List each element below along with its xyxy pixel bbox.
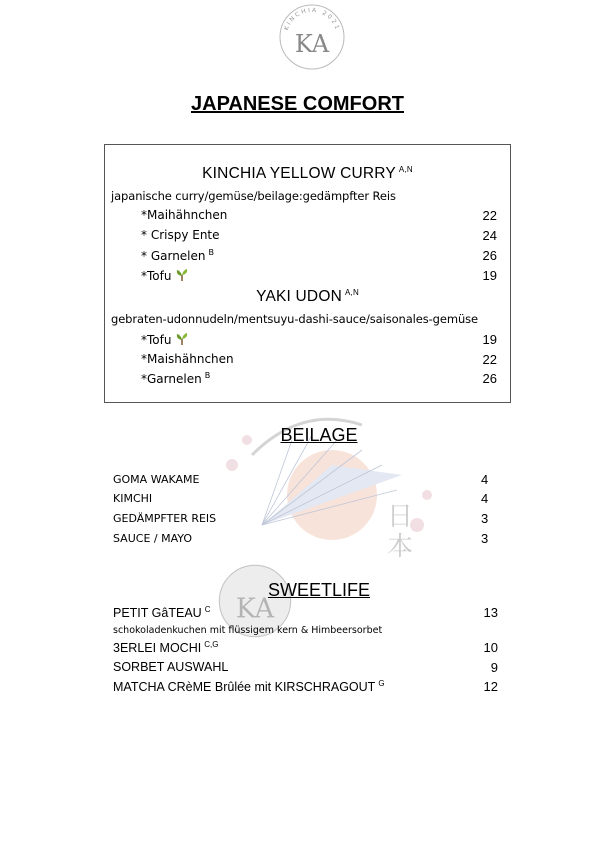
item-label: 3ERLEI MOCHI [113, 641, 202, 656]
item-label: * Garnelen [141, 249, 206, 263]
item-allergen: B [208, 248, 214, 257]
side-item [113, 532, 493, 547]
item-price: 24 [482, 228, 497, 243]
curry-description: japanische curry/gemüse/beilage:gedämpfter Reis [111, 189, 396, 203]
item-price: 12 [483, 679, 498, 694]
item-price: 22 [482, 352, 497, 367]
item-label: GEDÄMPFTER REIS [113, 512, 217, 525]
svg-text:KINCHIA 2021 [283, 7, 341, 32]
side-item [113, 512, 493, 527]
item-label: *Maihähnchen [141, 208, 228, 222]
item-price: 3 [481, 531, 489, 546]
udon-allergens: A,N [344, 288, 359, 297]
curry-title: KINCHIA YELLOW CURRY [202, 165, 396, 183]
item-price: 26 [482, 248, 497, 263]
item-label: SAUCE / MAYO [113, 532, 193, 545]
dessert-description: schokoladenkuchen mit flüssigem kern & Himbeersorbet [113, 625, 383, 636]
side-item [113, 492, 493, 507]
item-allergen: B [204, 371, 211, 380]
item-label: MATCHA CRèME Brûlée mit KIRSCHRAGOUT [113, 680, 376, 695]
item-price: 9 [490, 660, 498, 675]
item-label: PETIT GâTEAU [113, 606, 202, 621]
item-label: GOMA WAKAME [113, 473, 200, 486]
vegan-leaf-icon [175, 268, 189, 282]
menu-item [141, 371, 497, 387]
menu-item [141, 228, 497, 244]
item-allergen: C [204, 605, 211, 614]
udon-heading [104, 288, 511, 306]
sweetlife-heading: SWEETLIFE [267, 580, 370, 600]
dessert-item [113, 605, 498, 621]
item-price: 4 [481, 491, 489, 506]
dessert-item [113, 640, 498, 656]
item-label: *Tofu [141, 269, 172, 283]
svg-text:本: 本 [387, 532, 414, 562]
dessert-item [113, 660, 498, 676]
dessert-item [113, 679, 498, 695]
item-price: 4 [481, 472, 489, 487]
item-price: 10 [483, 640, 498, 655]
item-label: *Tofu [141, 333, 172, 347]
item-price: 13 [483, 605, 498, 620]
menu-item [141, 332, 497, 348]
udon-description: gebraten-udonnudeln/mentsuyu-dashi-sauce/saisonales-gemüse [111, 312, 479, 326]
item-label: KIMCHI [113, 492, 153, 505]
logo-ring-text: KINCHIA 2021 [282, 6, 342, 32]
item-price: 26 [482, 371, 497, 386]
item-price: 19 [482, 268, 497, 283]
curry-allergens: A,N [398, 165, 413, 174]
beilage-heading: BEILAGE [280, 425, 358, 445]
kinchia-logo [277, 2, 347, 72]
item-allergen: G [378, 679, 385, 688]
item-price: 3 [481, 511, 489, 526]
svg-text:KA: KA [235, 593, 275, 625]
item-price: 22 [482, 208, 497, 223]
page-title: JAPANESE COMFORT [191, 93, 404, 115]
item-label: SORBET AUSWAHL [113, 660, 229, 674]
item-price: 19 [482, 332, 497, 347]
item-allergen: C,G [204, 640, 219, 649]
svg-text:日: 日 [387, 502, 414, 532]
item-label: *Garnelen [141, 372, 202, 386]
curry-heading [104, 165, 511, 183]
menu-item [141, 248, 497, 264]
vegan-leaf-icon [175, 332, 189, 346]
udon-title: YAKI UDON [256, 288, 342, 306]
menu-item [141, 208, 497, 224]
menu-item [141, 268, 497, 284]
item-label: * Crispy Ente [141, 228, 220, 242]
item-label: *Maishähnchen [141, 352, 234, 366]
menu-item [141, 352, 497, 368]
logo-monogram: KA [294, 30, 330, 58]
side-item [113, 473, 493, 488]
